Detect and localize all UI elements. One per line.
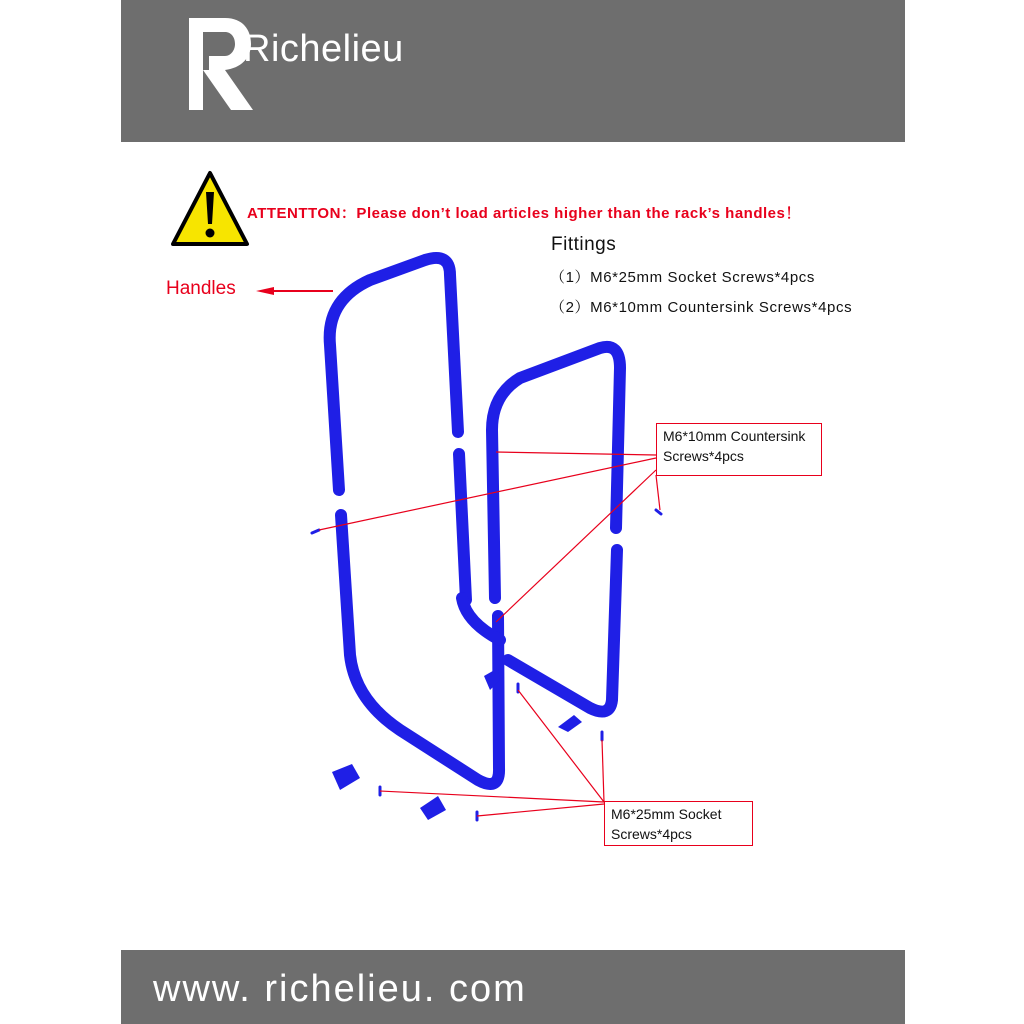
brand-name: Richelieu (243, 28, 404, 70)
socket-callout-line-1: M6*25mm Socket (611, 806, 722, 822)
countersink-screw-2 (656, 510, 661, 514)
handles-label: Handles (166, 278, 236, 299)
right-frame (462, 347, 620, 712)
foot-3 (332, 764, 360, 790)
fittings-item-countersink-screws: （2）M6*10mm Countersink Screws*4pcs (550, 299, 853, 316)
foot-2 (558, 715, 582, 732)
fittings-item-socket-screws: （1）M6*25mm Socket Screws*4pcs (550, 269, 815, 286)
website-url: www. richelieu. com (153, 968, 527, 1010)
warning-text: ATTENTTON：Please don’t load articles higher than the rack’s handles！ (247, 205, 801, 222)
handles-arrow (256, 287, 333, 295)
countersink-callout-line-2: Screws*4pcs (663, 448, 744, 464)
feet (332, 668, 582, 820)
fittings-title: Fittings (551, 234, 617, 255)
left-frame (330, 258, 499, 784)
foot-4 (420, 796, 446, 820)
countersink-callout-line-1: M6*10mm Countersink (663, 428, 806, 444)
socket-callout-line-2: Screws*4pcs (611, 826, 692, 842)
countersink-screw-1 (312, 530, 319, 533)
socket-screws-callout (604, 801, 753, 846)
countersink-screws-callout (656, 423, 822, 476)
